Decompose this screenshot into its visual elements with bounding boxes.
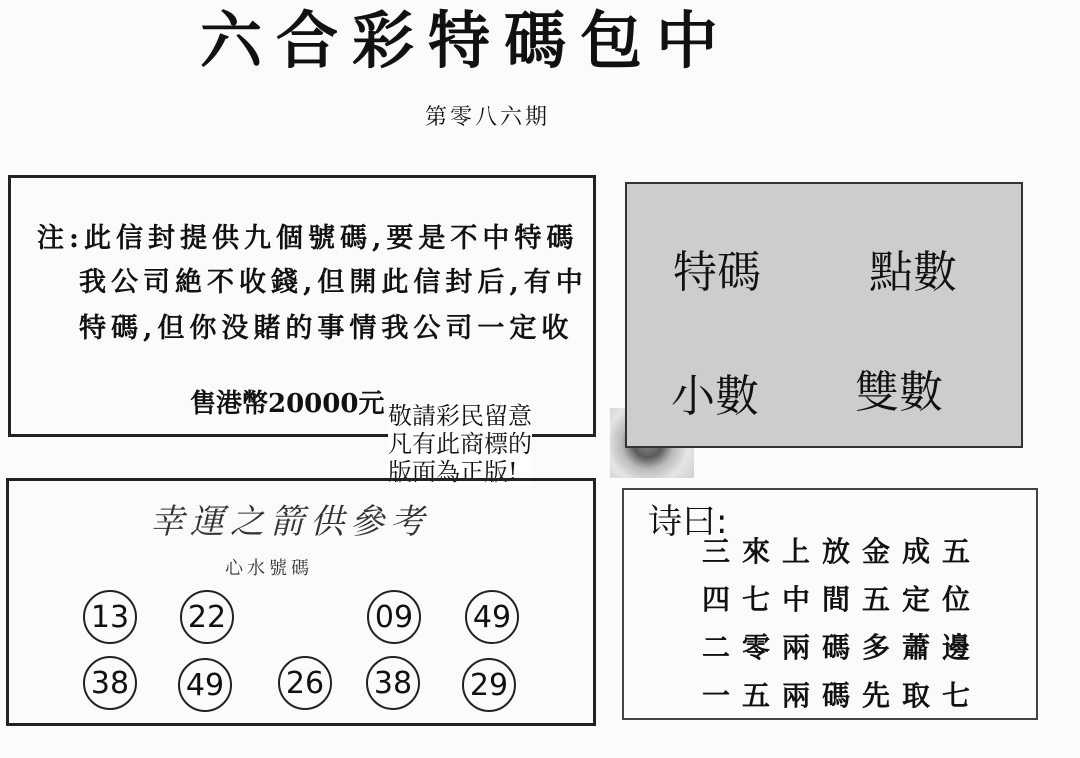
notice-line: 注:此信封提供九個號碼,要是不中特碼 [37, 223, 579, 254]
tip-points: 點數 [869, 247, 957, 298]
number-ball: 29 [462, 658, 516, 712]
tips-box [625, 182, 1023, 448]
number-ball: 22 [180, 590, 234, 644]
notice-line: 我公司絶不收錢,但開此信封后,有中 [79, 267, 588, 298]
poem-label: 诗曰: [648, 502, 728, 542]
number-ball: 49 [465, 590, 519, 644]
number-ball: 49 [178, 658, 232, 712]
number-ball: 13 [83, 590, 137, 644]
poem-line: 三來上放金成五 [702, 535, 983, 568]
tip-small: 小數 [671, 371, 759, 422]
authenticity-notice: 敬請彩民留意 凡有此商標的 版面為正版! [388, 402, 532, 486]
poem-line: 一五兩碼先取七 [702, 679, 983, 712]
tip-special-code: 特碼 [673, 247, 761, 298]
issue-number: 第零八六期 [425, 105, 551, 130]
poem-line: 四七中間五定位 [702, 583, 983, 616]
poem-line: 二零兩碼多蕭邊 [702, 631, 983, 664]
lucky-title: 幸運之箭供參考 [150, 502, 430, 542]
lucky-subtitle: 心水號碼 [225, 558, 313, 579]
number-ball: 09 [367, 590, 421, 644]
number-ball: 26 [278, 656, 332, 710]
price-text: 售港幣20000元 [190, 389, 385, 419]
number-ball: 38 [83, 656, 137, 710]
tip-even: 雙數 [855, 367, 943, 418]
number-ball: 38 [366, 656, 420, 710]
page-title: 六合彩特碼包中 [200, 4, 733, 77]
notice-line: 特碼,但你没賭的事情我公司一定收 [79, 313, 574, 344]
